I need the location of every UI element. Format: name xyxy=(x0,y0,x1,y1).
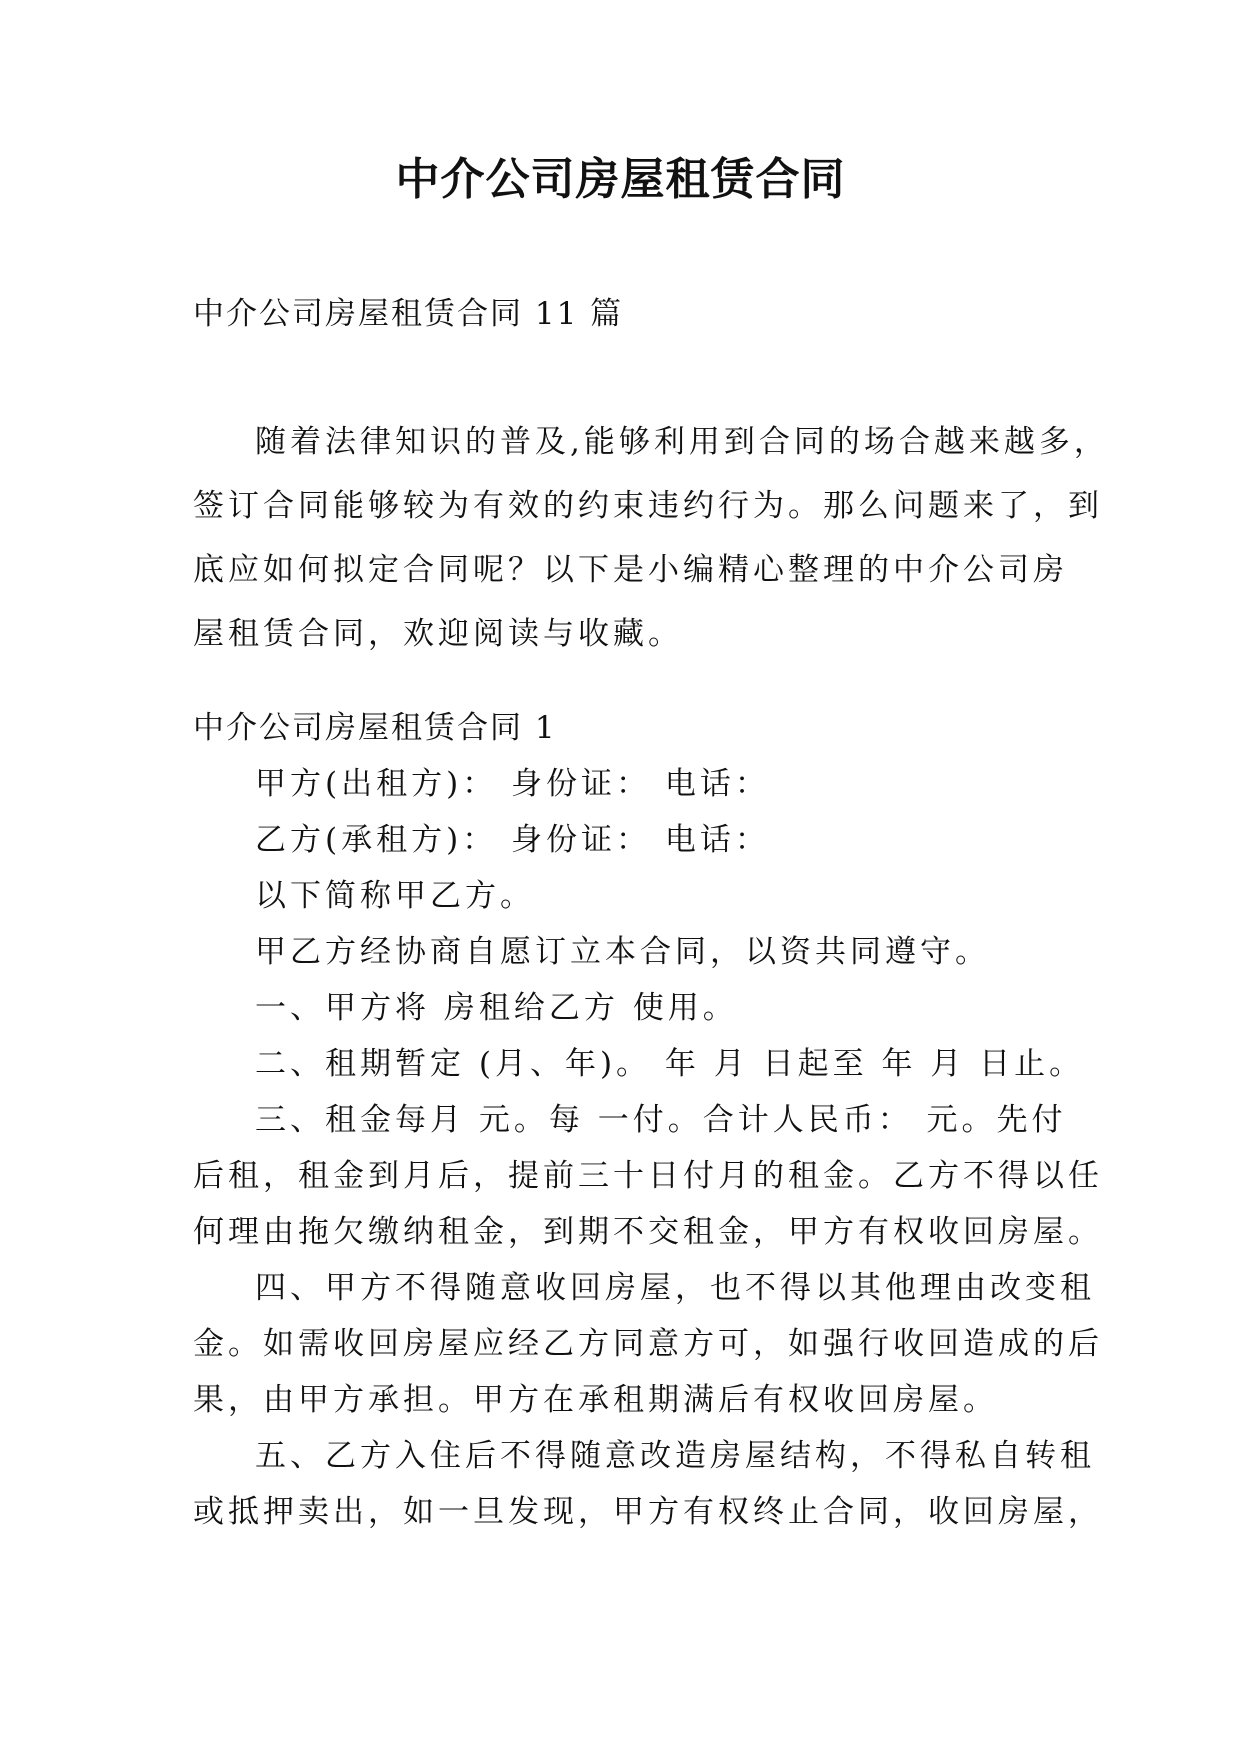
clause-3-line: 何理由拖欠缴纳租金，到期不交租金，甲方有权收回房屋。 xyxy=(193,1214,1103,1250)
party-a-line: 甲方(出租方)： 身份证： 电话： xyxy=(255,766,770,802)
clause-2: 二、租期暂定 (月、年)。 年 月 日起至 年 月 日止。 xyxy=(255,1046,1085,1082)
intro-paragraph xyxy=(193,410,1109,666)
clause-4-line: 果，由甲方承担。甲方在承租期满后有权收回房屋。 xyxy=(193,1382,998,1418)
clause-3-line: 后租，租金到月后，提前三十日付月的租金。乙方不得以任 xyxy=(193,1158,1103,1194)
document-title: 中介公司房屋租赁合同 xyxy=(395,154,846,205)
clause-5-line: 五、乙方入住后不得随意改造房屋结构，不得私自转租 xyxy=(255,1438,1095,1474)
intro-line: 随着法律知识的普及,能够利用到合同的场合越来越多， xyxy=(255,424,1109,460)
intro-line: 底应如何拟定合同呢？以下是小编精心整理的中介公司房 xyxy=(193,552,1068,588)
intro-line: 签订合同能够较为有效的约束违约行为。那么问题来了，到 xyxy=(193,488,1103,524)
abbreviation-line: 以下简称甲乙方。 xyxy=(255,878,535,914)
clause-4-line: 金。如需收回房屋应经乙方同意方可，如强行收回造成的后 xyxy=(193,1326,1103,1362)
contract-section-1 xyxy=(193,700,1103,1540)
document-subtitle: 中介公司房屋租赁合同 11 篇 xyxy=(193,296,624,332)
clause-5 xyxy=(193,1428,1103,1540)
clause-3 xyxy=(193,1092,1103,1260)
clause-3-line: 三、租金每月 元。每 一付。合计人民币： 元。先付 xyxy=(255,1102,1067,1138)
clause-4 xyxy=(193,1260,1103,1428)
agreement-line: 甲乙方经协商自愿订立本合同，以资共同遵守。 xyxy=(255,934,990,970)
clause-5-line: 或抵押卖出，如一旦发现，甲方有权终止合同，收回房屋， xyxy=(193,1494,1103,1530)
party-b-line: 乙方(承租方)： 身份证： 电话： xyxy=(255,822,770,858)
intro-line: 屋租赁合同，欢迎阅读与收藏。 xyxy=(193,616,683,652)
section-heading: 中介公司房屋租赁合同 1 xyxy=(193,710,557,746)
clause-4-line: 四、甲方不得随意收回房屋，也不得以其他理由改变租 xyxy=(255,1270,1095,1306)
clause-1: 一、甲方将 房租给乙方 使用。 xyxy=(255,990,738,1026)
